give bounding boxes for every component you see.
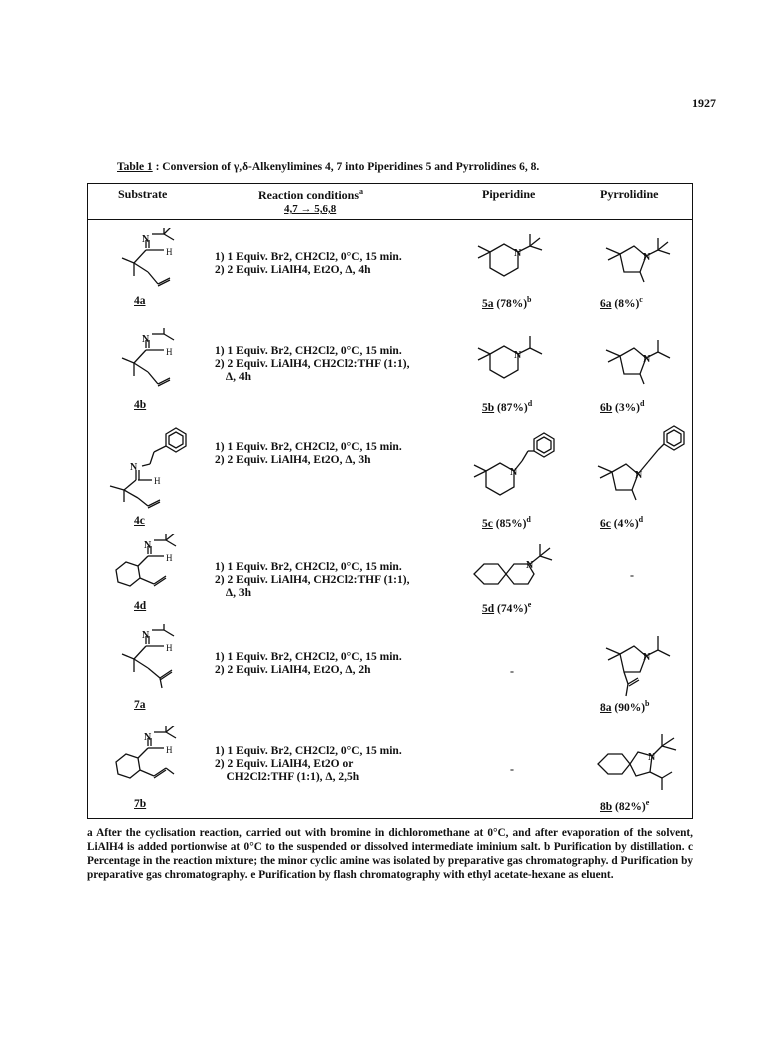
product-label-8b: 8b $(82\%)^e$: [600, 798, 650, 813]
product-label-5b: 5b $(87\%)^d$: [482, 399, 533, 414]
piperidine-none-7a: -: [510, 664, 514, 678]
nitrogen-label: N: [142, 234, 150, 245]
svg-text:N: N: [514, 248, 522, 259]
substrate-label-7a: 7a: [134, 699, 146, 711]
condition-step-1: 1) 1 Equiv. Br2, CH2Cl2, 0°C, 15 min.: [215, 651, 402, 663]
product-structure-8a: [596, 632, 686, 702]
condition-step-2: 2) 2 Equiv. LiAlH4, Et2O or: [215, 758, 354, 770]
substrate-structure-4d: [104, 534, 204, 604]
svg-text:N: N: [144, 732, 152, 743]
product-structure-5b: [468, 334, 558, 394]
substrate-structure-7a: [106, 624, 206, 694]
condition-step-2: 2) 2 Equiv. LiAlH4, Et2O, Δ, 3h: [215, 454, 371, 466]
condition-step-2: 2) 2 Equiv. LiAlH4, Et2O, Δ, 4h: [215, 264, 371, 276]
substrate-structure-4c: [100, 422, 210, 512]
svg-text:N: N: [142, 334, 150, 345]
svg-text:N: N: [643, 354, 651, 365]
svg-text:N: N: [635, 470, 643, 481]
svg-text:H: H: [154, 476, 161, 486]
condition-step-2-cont: Δ, 3h: [215, 587, 251, 599]
conditions-4d: [215, 561, 409, 600]
condition-step-2: 2) 2 Equiv. LiAlH4, Et2O, Δ, 2h: [215, 664, 371, 676]
substrate-label-7b: 7b: [134, 798, 147, 810]
header-conditions: [258, 187, 363, 203]
svg-text:N: N: [130, 462, 138, 473]
svg-text:N: N: [142, 630, 150, 641]
svg-text:N: N: [514, 350, 522, 361]
conditions-4a: [215, 251, 402, 277]
svg-text:H: H: [166, 643, 173, 653]
substrate-label-4a: 4a: [134, 295, 146, 307]
header-piperidine: Piperidine: [482, 187, 536, 201]
product-structure-5c: [464, 429, 574, 509]
piperidine-none-7b: -: [510, 762, 514, 776]
svg-text:N: N: [643, 652, 651, 663]
conditions-4b: [215, 345, 409, 384]
substrate-structure-7b: [104, 726, 204, 796]
caption-text: : Conversion of γ,δ-Alkenylimines 4, 7 into Piperidines 5 and Pyrrolidines 6, 8.: [152, 161, 540, 173]
product-structure-6a: [596, 232, 686, 292]
condition-step-1: 1) 1 Equiv. Br2, CH2Cl2, 0°C, 15 min.: [215, 251, 402, 263]
product-structure-5a: [468, 232, 558, 292]
caption-label: Table 1: [117, 161, 153, 173]
product-label-6a: 6a $(8\%)^c$: [600, 295, 643, 310]
header-conditions-sub: 4,7 → 5,6,8: [284, 203, 337, 215]
svg-text:N: N: [648, 752, 656, 763]
condition-step-1: 1) 1 Equiv. Br2, CH2Cl2, 0°C, 15 min.: [215, 441, 402, 453]
header-substrate: Substrate: [118, 187, 168, 201]
conditions-4c: [215, 441, 402, 467]
product-label-5d: 5d $(74\%)^e$: [482, 600, 532, 615]
table-caption: [117, 161, 539, 173]
conditions-7a: [215, 651, 402, 677]
substrate-structure-4a: [106, 228, 206, 298]
condition-step-2-cont: CH2Cl2:THF (1:1), Δ, 2,5h: [215, 771, 360, 783]
product-structure-6c: [588, 422, 698, 507]
header-divider: [88, 219, 692, 220]
pyrrolidine-none-4d: -: [630, 568, 634, 582]
header-conditions-note: a: [359, 187, 364, 196]
product-label-6c: 6c $(4\%)^d$: [600, 515, 644, 530]
product-structure-5d: [468, 544, 568, 604]
condition-step-1: 1) 1 Equiv. Br2, CH2Cl2, 0°C, 15 min.: [215, 745, 402, 757]
header-conditions-label: Reaction conditions: [258, 188, 360, 202]
svg-text:N: N: [643, 252, 651, 263]
header-pyrrolidine: Pyrrolidine: [600, 187, 659, 201]
svg-text:N: N: [510, 467, 518, 478]
svg-text:H: H: [166, 553, 173, 563]
condition-step-2-cont: Δ, 4h: [215, 371, 251, 383]
svg-text:N: N: [144, 540, 152, 551]
product-label-5c: 5c $(85\%)^d$: [482, 515, 531, 530]
svg-text:H: H: [166, 745, 173, 755]
substrate-structure-4b: [106, 328, 206, 398]
svg-text:H: H: [166, 347, 173, 357]
substrate-label-4d: 4d: [134, 600, 147, 612]
product-label-6b: 6b $(3\%)^d$: [600, 399, 645, 414]
condition-step-1: 1) 1 Equiv. Br2, CH2Cl2, 0°C, 15 min.: [215, 345, 402, 357]
page-number: 1927: [692, 96, 716, 110]
product-label-8a: 8a $(90\%)^b$: [600, 699, 650, 714]
condition-step-2: 2) 2 Equiv. LiAlH4, CH2Cl2:THF (1:1),: [215, 574, 410, 586]
substrate-label-4c: 4c: [134, 515, 145, 527]
condition-step-1: 1) 1 Equiv. Br2, CH2Cl2, 0°C, 15 min.: [215, 561, 402, 573]
hydrogen-label: H: [166, 247, 173, 257]
product-structure-6b: [596, 334, 686, 394]
product-structure-8b: [592, 732, 692, 802]
table-footnotes: a After the cyclisation reaction, carried out with bromine in dichloromethane at 0°C, and after evaporation of the solvent, LiAlH4 is added portionwise at 0°C to the suspended or dissolved intermediate iminium salt. b Purification by distillation. c Percentage in the reaction mixture; the minor cyclic amine was isolated by preparative gas chromatography. d Purification by preparative gas chromatography. e Purification by flash chromatography with ethyl acetate-hexane as eluent.: [87, 827, 693, 881]
svg-text:N: N: [526, 560, 534, 571]
substrate-label-4b: 4b: [134, 399, 147, 411]
condition-step-2: 2) 2 Equiv. LiAlH4, CH2Cl2:THF (1:1),: [215, 358, 410, 370]
product-label-5a: 5a $(78\%)^b$: [482, 295, 532, 310]
results-table: [87, 183, 693, 819]
conditions-7b: [215, 745, 402, 784]
